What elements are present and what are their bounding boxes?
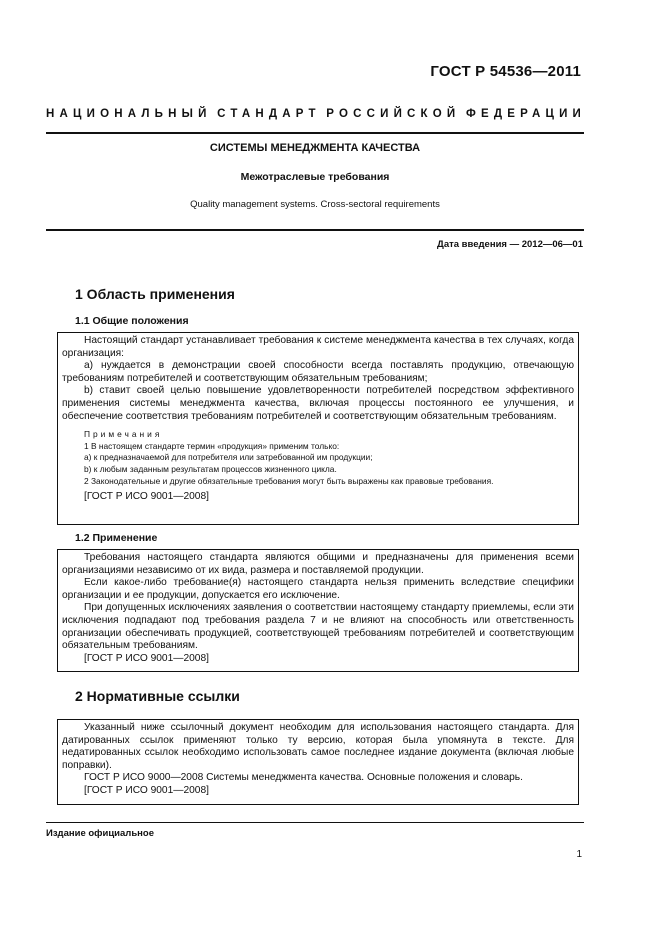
reference: [ГОСТ Р ИСО 9001—2008]	[84, 784, 209, 796]
document-title: СИСТЕМЫ МЕНЕДЖМЕНТА КАЧЕСТВА	[209, 142, 421, 154]
banner-word: РОССИЙСКОЙ	[326, 108, 461, 120]
reference: [ГОСТ Р ИСО 9001—2008]	[84, 652, 209, 664]
note-item: 2 Законодательные и другие обязательные требования могут быть выражены как правовые требования.	[84, 475, 494, 486]
document-number: ГОСТ Р 54536—2011	[430, 63, 581, 80]
footer-rule	[46, 822, 584, 823]
note-item: b) к любым заданным результатам процессов жизненного цикла.	[84, 463, 337, 474]
top-rule	[46, 132, 584, 134]
note-item: a) к предназначаемой для потребителя или затребованной им продукции;	[84, 452, 373, 463]
paragraph: a) нуждается в демонстрации своей способности всегда поставлять продукцию, отвечающую требованиям потребителей и соответствующим обязательным требованиям;	[62, 360, 574, 384]
paragraph: Если какое-либо требование(я) настоящего стандарта нельзя применить вследствие специфики организации и ее продукции, допускается его исключение.	[62, 577, 574, 601]
reference: [ГОСТ Р ИСО 9001—2008]	[84, 491, 209, 503]
section-1-1-text-box	[57, 332, 579, 525]
subsection-1-2-heading: 1.2 Применение	[75, 532, 158, 544]
document-subtitle: Межотраслевые требования	[240, 171, 390, 183]
page-number: 1	[576, 849, 582, 860]
section-1-heading: 1 Область применения	[75, 286, 235, 302]
note-item: 1 В настоящем стандарте термин «продукция» применим только:	[84, 440, 340, 451]
paragraph: Настоящий стандарт устанавливает требования к системе менеджмента качества в тех случаях, когда организация:	[62, 335, 574, 359]
section-2-text-box	[57, 719, 579, 805]
paragraph: b) ставит своей целью повышение удовлетворенности потребителей посредством эффективного применения системы менеджмента качества, включая процессы постоянного ее улучшения, и обеспечение соответствия требованиям потребителей и соответствующим обязательным требованиям.	[62, 385, 574, 422]
paragraph: Требования настоящего стандарта являются общими и предназначены для применения всеми организациями независимо от их вида, размера и поставляемой продукции.	[62, 552, 574, 576]
banner-word: СТАНДАРТ	[217, 108, 321, 120]
notes-heading: Примечания	[84, 429, 163, 440]
paragraph: Указанный ниже ссылочный документ необходим для использования настоящего стандарта. Для датированных ссылок применяют только ту версию, которая была упомянута в тексте. Для недатированных ссылок необходимо использовать самое последнее издание документа (включая любые поправки).	[62, 722, 574, 771]
edition-label: Издание официальное	[46, 828, 154, 839]
banner-word: ФЕДЕРАЦИИ	[465, 108, 586, 120]
subsection-1-1-heading: 1.1 Общие положения	[75, 315, 189, 327]
section-2-heading: 2 Нормативные ссылки	[75, 688, 240, 704]
paragraph: При допущенных исключениях заявления о соответствии настоящему стандарту приемлемы, если эти исключения подпадают под требования раздела 7 и не влияют на способность или ответственность организации обеспечивать продукцией, соответствующей требованиям потребителей и соответствующим обязательным требованиям.	[62, 602, 574, 652]
english-title: Quality management systems. Cross-sectoral requirements	[190, 199, 440, 210]
section-1-2-text-box	[57, 549, 579, 672]
national-standard-banner	[46, 108, 586, 120]
title-rule	[46, 229, 584, 231]
paragraph: ГОСТ Р ИСО 9000—2008 Системы менеджмента качества. Основные положения и словарь.	[84, 772, 523, 784]
introduction-date: Дата введения — 2012—06—01	[437, 239, 583, 250]
notes-block	[62, 429, 574, 487]
banner-word: НАЦИОНАЛЬНЫЙ	[46, 108, 212, 120]
